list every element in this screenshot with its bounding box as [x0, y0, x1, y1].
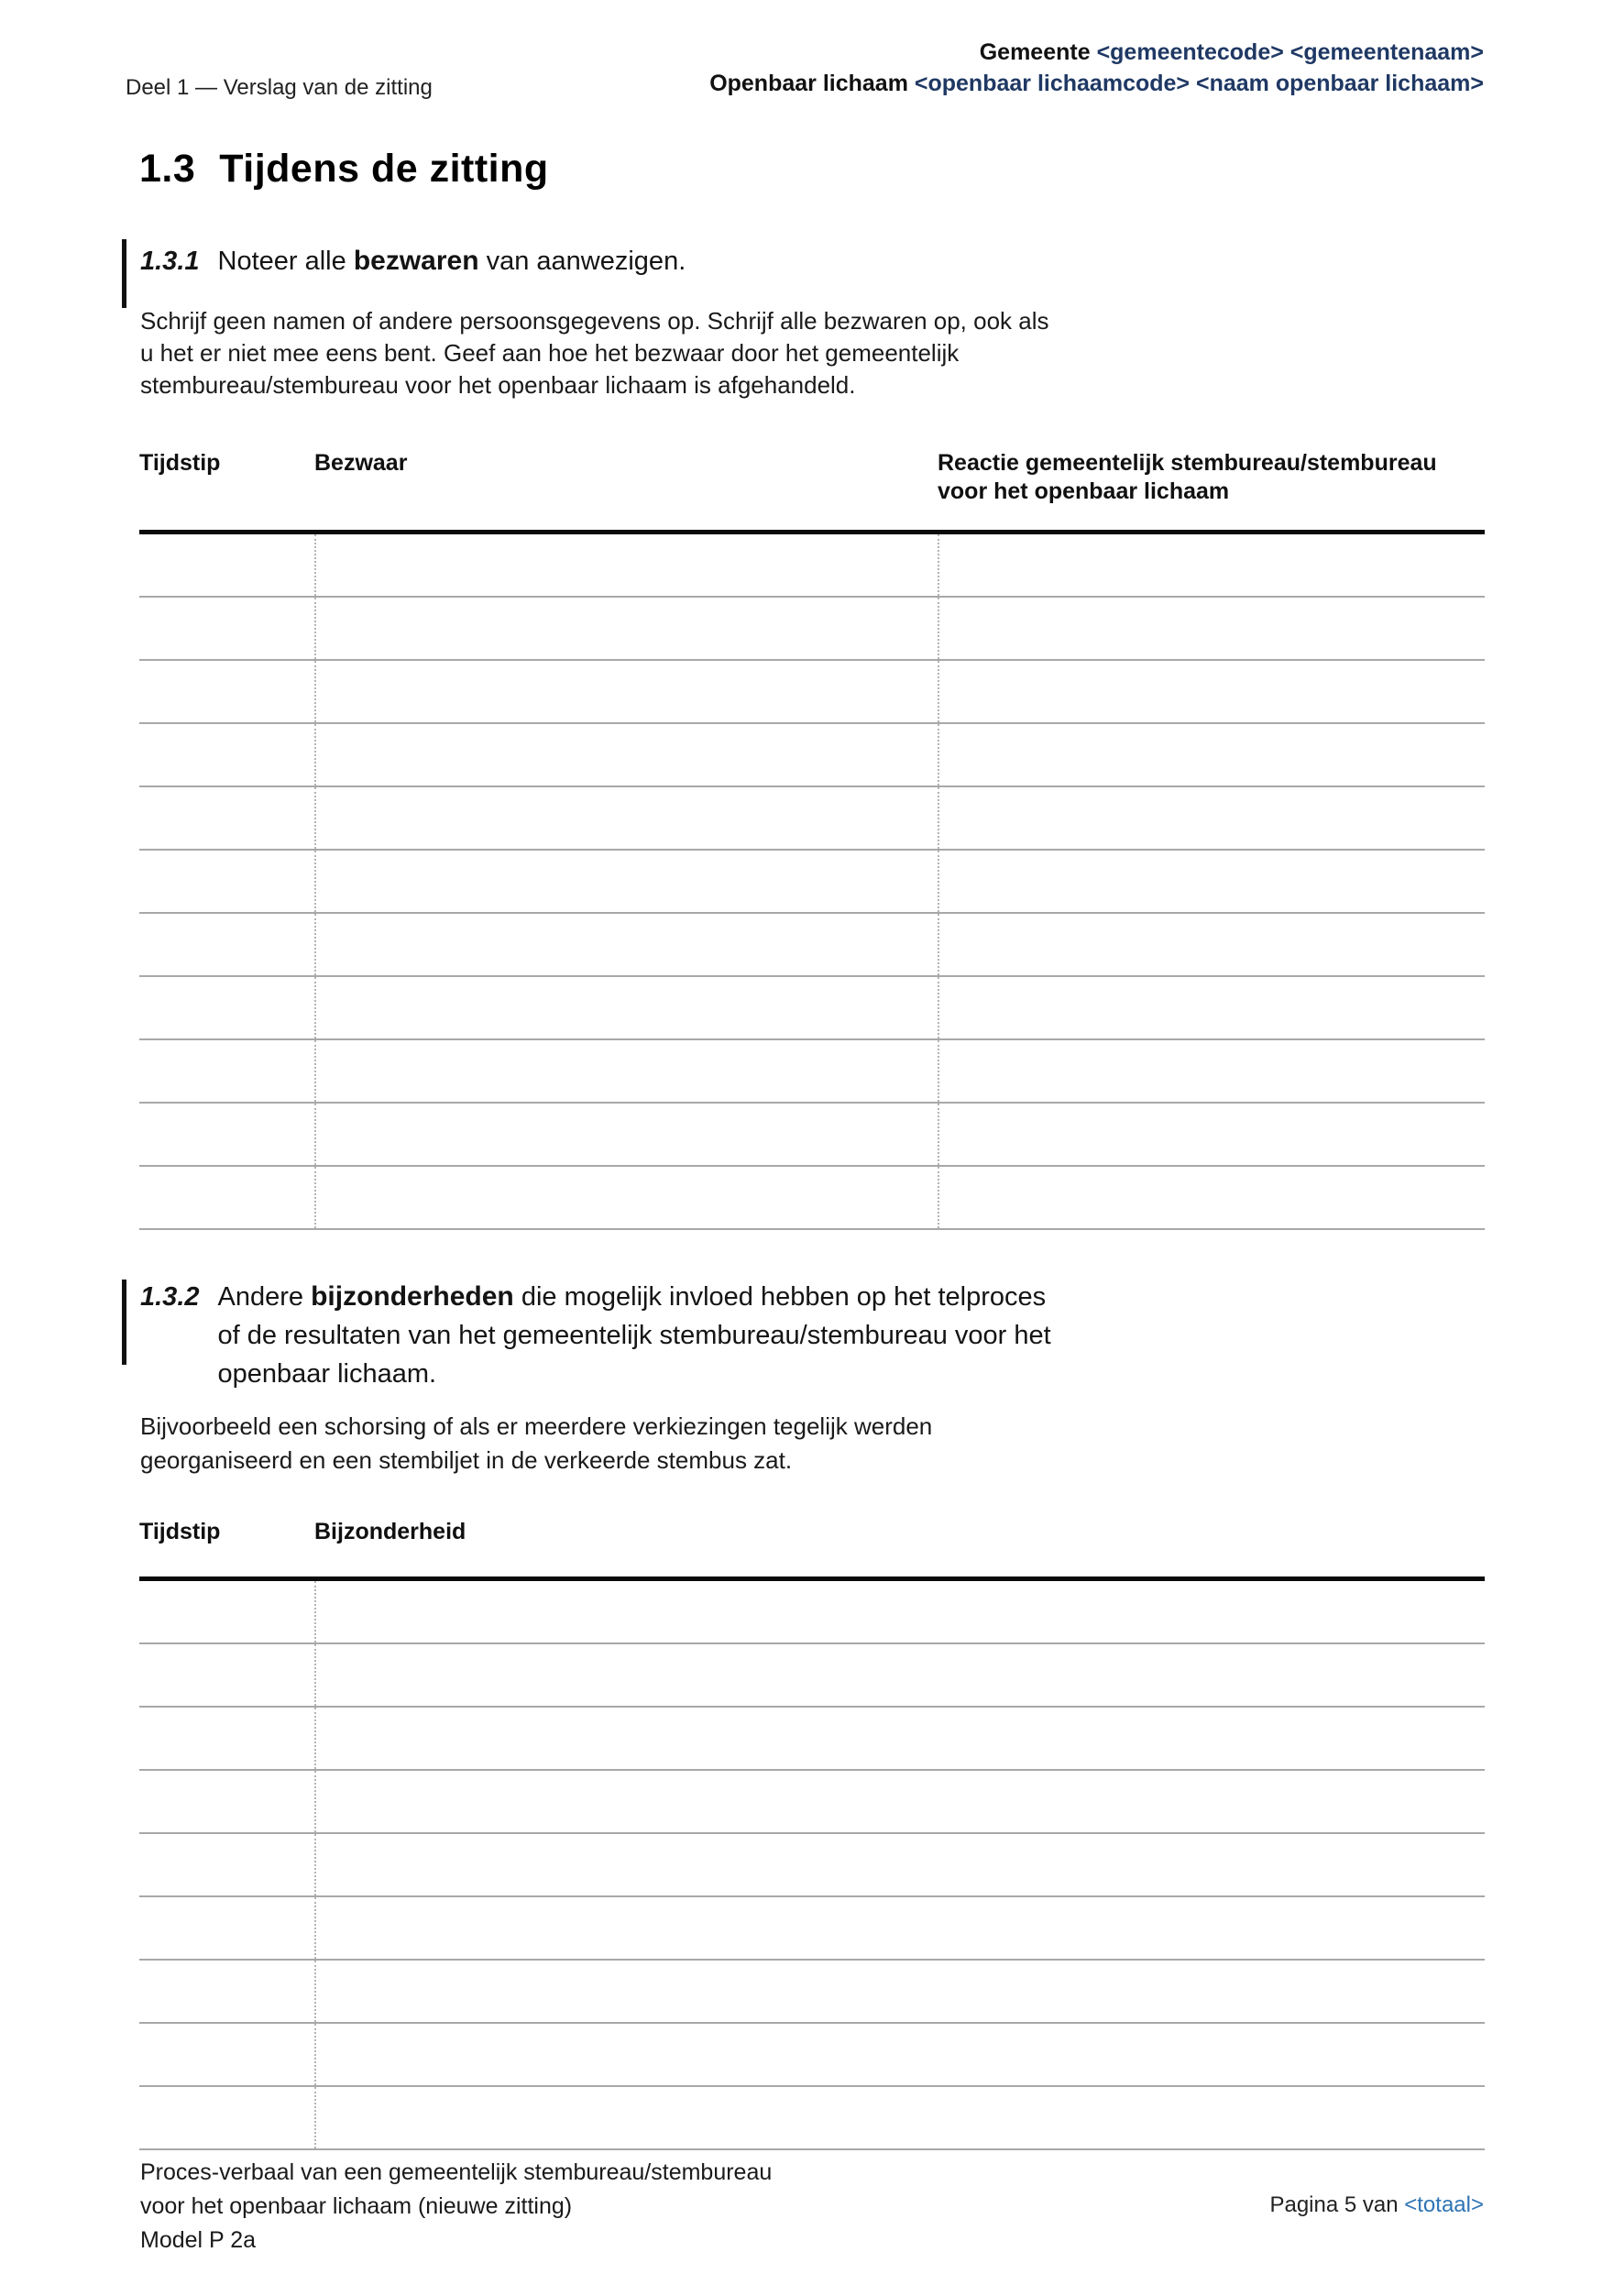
- section-132-accent-bar: [122, 1280, 126, 1365]
- column-header-tijdstip: Tijdstip: [139, 1519, 221, 1544]
- table-cell-empty: [314, 977, 938, 1038]
- table-cell-empty: [139, 787, 314, 849]
- footer-page-number: [1269, 2192, 1484, 2218]
- table-cell-empty: [314, 1040, 938, 1102]
- page-title-number: 1.3: [139, 147, 196, 191]
- table-cell-empty: [139, 914, 314, 975]
- table-row-empty: [139, 851, 1485, 914]
- footer-line: Proces-verbaal van een gemeentelijk stembureau/stembureau: [140, 2159, 773, 2185]
- table-cell-empty: [139, 1644, 314, 1706]
- table-cell-empty: [314, 787, 938, 849]
- table-cell-empty: [938, 1104, 1485, 1165]
- table-cell-empty: [314, 598, 938, 659]
- page-title: [139, 147, 549, 192]
- table-row-empty: [139, 534, 1485, 598]
- table-cell-empty: [139, 1167, 314, 1228]
- section-131-lead: Noteer alle: [217, 247, 346, 276]
- table-cell-empty: [139, 851, 314, 912]
- table-row-empty: [139, 661, 1485, 724]
- table-cell-empty: [139, 1708, 314, 1769]
- table-cell-empty: [139, 1040, 314, 1102]
- table-cell-empty: [314, 1834, 1485, 1895]
- section-132-heading-text: [218, 1278, 1051, 1393]
- lichaam-code-placeholder: <openbaar lichaamcode>: [914, 71, 1191, 96]
- table-cell-empty: [139, 1834, 314, 1895]
- table-row-empty: [139, 1708, 1485, 1771]
- section-131-emphasis: bezwaren: [353, 246, 479, 276]
- header-part-label: Deel 1 — Verslag van de zitting: [126, 75, 433, 100]
- table-cell-empty: [139, 977, 314, 1038]
- section-131-heading: [140, 242, 686, 280]
- section-132-heading: [140, 1278, 1057, 1393]
- note-line: u het er niet mee eens bent. Geef aan hoe het bezwaar door het gemeentelijk: [140, 339, 960, 367]
- bijzonderheden-table: [139, 1518, 1485, 2150]
- bijzonderheden-table-body: [139, 1576, 1485, 2150]
- table-row-empty: [139, 1771, 1485, 1834]
- bezwaren-table: [139, 449, 1485, 1230]
- section-132-note: [140, 1410, 932, 1478]
- table-row-empty: [139, 2024, 1485, 2087]
- table-row-empty: [139, 787, 1485, 851]
- column-header-reactie: Reactie gemeentelijk stembureau/stembureau voor het openbaar lichaam: [938, 450, 1437, 504]
- table-row-empty: [139, 1581, 1485, 1644]
- table-cell-empty: [314, 1581, 1485, 1642]
- section-132-tail-line2: of de resultaten van het gemeentelijk stembureau/stembureau voor het: [217, 1321, 1051, 1350]
- table-cell-empty: [938, 598, 1485, 659]
- table-row-empty: [139, 1834, 1485, 1897]
- column-header-bijzonderheid: Bijzonderheid: [314, 1519, 466, 1544]
- table-cell-empty: [139, 2024, 314, 2085]
- table-cell-empty: [314, 1104, 938, 1165]
- section-132-emphasis: bijzonderheden: [311, 1281, 514, 1312]
- footer-model-label: Model P 2a: [140, 2227, 257, 2253]
- table-cell-empty: [139, 534, 314, 596]
- table-row-empty: [139, 1897, 1485, 1961]
- section-132-tail-line3: openbaar lichaam.: [217, 1359, 437, 1389]
- table-cell-empty: [314, 661, 938, 722]
- table-cell-empty: [139, 1961, 314, 2022]
- column-header-tijdstip: Tijdstip: [139, 450, 221, 476]
- section-131-note: [140, 305, 1049, 401]
- table-cell-empty: [938, 724, 1485, 785]
- table-row-empty: [139, 2087, 1485, 2150]
- footer-line: voor het openbaar lichaam (nieuwe zitting): [140, 2193, 573, 2219]
- column-header-bezwaar: Bezwaar: [314, 450, 408, 476]
- bezwaren-table-body: [139, 530, 1485, 1230]
- table-cell-empty: [938, 977, 1485, 1038]
- section-131-tail: van aanwezigen.: [486, 247, 686, 276]
- openbaar-lichaam-label: Openbaar lichaam: [709, 71, 908, 96]
- section-131-accent-bar: [122, 239, 126, 308]
- table-row-empty: [139, 1167, 1485, 1230]
- table-cell-empty: [938, 914, 1485, 975]
- page-title-text: Tijdens de zitting: [219, 147, 549, 191]
- gemeente-label: Gemeente: [979, 39, 1091, 65]
- table-cell-empty: [314, 914, 938, 975]
- table-row-empty: [139, 1961, 1485, 2024]
- section-132-number: 1.3.2: [140, 1282, 200, 1312]
- table-cell-empty: [139, 598, 314, 659]
- table-cell-empty: [314, 1708, 1485, 1769]
- table-cell-empty: [139, 1104, 314, 1165]
- header-authority-block: [709, 37, 1484, 99]
- table-cell-empty: [139, 724, 314, 785]
- table-cell-empty: [314, 1644, 1485, 1706]
- table-row-empty: [139, 914, 1485, 977]
- table-cell-empty: [139, 2087, 314, 2148]
- footer-document-title: [140, 2156, 772, 2258]
- section-132-tail-line1: die mogelijk invloed hebben op het telproces: [521, 1282, 1047, 1312]
- table-cell-empty: [314, 1167, 938, 1228]
- table-cell-empty: [314, 724, 938, 785]
- note-line: Schrijf geen namen of andere persoonsgegevens op. Schrijf alle bezwaren op, ook als: [140, 307, 1049, 335]
- table-row-empty: [139, 1644, 1485, 1708]
- bijzonderheden-table-header: [139, 1518, 1485, 1576]
- table-cell-empty: [938, 787, 1485, 849]
- table-cell-empty: [314, 1897, 1485, 1959]
- header-openbaar-lichaam-line: [709, 68, 1484, 99]
- section-132-lead: Andere: [217, 1282, 304, 1312]
- note-line: georganiseerd en een stembiljet in de verkeerde stembus zat.: [140, 1446, 793, 1474]
- table-row-empty: [139, 1040, 1485, 1104]
- table-row-empty: [139, 977, 1485, 1040]
- gemeente-code-placeholder: <gemeentecode>: [1096, 39, 1284, 65]
- lichaam-naam-placeholder: <naam openbaar lichaam>: [1195, 71, 1484, 96]
- table-row-empty: [139, 598, 1485, 661]
- table-cell-empty: [938, 1167, 1485, 1228]
- table-cell-empty: [139, 661, 314, 722]
- table-cell-empty: [938, 1040, 1485, 1102]
- table-cell-empty: [938, 534, 1485, 596]
- table-cell-empty: [139, 1581, 314, 1642]
- note-line: stembureau/stembureau voor het openbaar lichaam is afgehandeld.: [140, 371, 856, 399]
- page-total-placeholder: <totaal>: [1404, 2192, 1484, 2217]
- table-cell-empty: [314, 1961, 1485, 2022]
- table-row-empty: [139, 1104, 1485, 1167]
- table-cell-empty: [938, 851, 1485, 912]
- table-cell-empty: [314, 2087, 1485, 2148]
- section-131-number: 1.3.1: [140, 247, 200, 276]
- note-line: Bijvoorbeeld een schorsing of als er meerdere verkiezingen tegelijk werden: [140, 1412, 933, 1440]
- gemeente-naam-placeholder: <gemeentenaam>: [1289, 39, 1484, 65]
- table-cell-empty: [139, 1897, 314, 1959]
- table-cell-empty: [314, 1771, 1485, 1832]
- table-cell-empty: [314, 851, 938, 912]
- header-gemeente-line: [709, 37, 1484, 68]
- table-cell-empty: [938, 661, 1485, 722]
- table-cell-empty: [314, 534, 938, 596]
- page-number-label: Pagina 5 van: [1269, 2192, 1399, 2217]
- table-cell-empty: [314, 2024, 1485, 2085]
- table-row-empty: [139, 724, 1485, 787]
- table-cell-empty: [139, 1771, 314, 1832]
- bezwaren-table-header: [139, 449, 1485, 530]
- section-131-heading-text: [218, 242, 686, 280]
